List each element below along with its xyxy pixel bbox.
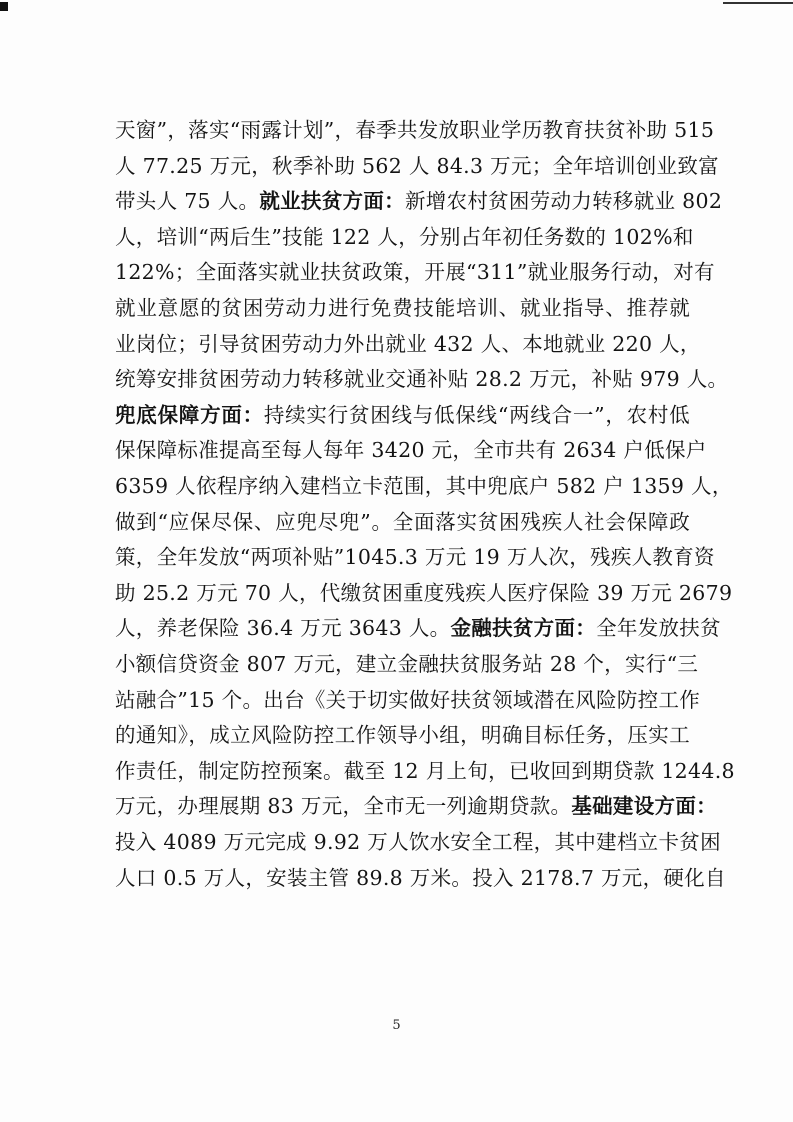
text-segment: 人，培训“两后生”技能 122 人，分别占年初任务数的 102%和: [115, 224, 694, 249]
text-line: [115, 542, 715, 572]
text-segment: 6359 人依程序纳入建档立卡范围，其中兜底户 582 户 1359 人，: [115, 474, 733, 498]
text-segment: 持续实行贫困线与低保线“两线合一”，农村低: [263, 402, 690, 427]
text-line: [115, 578, 733, 608]
text-line: [115, 329, 701, 359]
section-heading: 基础建设方面：: [571, 794, 717, 819]
text-line: [115, 471, 733, 501]
text-line: [115, 400, 690, 430]
text-segment: 人口 0.5 万人，安装主管 89.8 万米。投入 2178.7 万元，硬化自: [115, 865, 726, 890]
text-segment: 就业意愿的贫困劳动力进行免费技能培训、就业指导、推荐就: [115, 296, 690, 320]
text-line: [115, 293, 690, 323]
scan-corner-mark: [0, 2, 8, 11]
text-segment: 天窗”，落实“雨露计划”，春季共发放职业学历教育扶贫补助 515: [115, 118, 715, 142]
text-segment: 小额信贷资金 807 万元，建立金融扶贫服务站 28 个，实行“三: [115, 652, 699, 676]
text-segment: 的通知》，成立风险防控工作领导小组，明确目标任务，压实工: [115, 723, 690, 748]
text-segment: 投入 4089 万元完成 9.92 万人饮水安全工程，其中建档立卡贫困: [115, 830, 721, 854]
text-line: [115, 222, 694, 252]
text-line: [115, 507, 690, 537]
text-segment: 人，养老保险 36.4 万元 3643 人。: [115, 616, 451, 641]
text-segment: 站融合”15 个。出台《关于切实做好扶贫领域潜在风险防控工作: [115, 687, 701, 712]
text-line: [115, 151, 719, 181]
text-line: [115, 827, 721, 857]
text-segment: 业岗位；引导贫困劳动力外出就业 432 人、本地就业 220 人，: [115, 331, 701, 356]
text-segment: 策，全年发放“两项补贴”1045.3 万元 19 万人次，残疾人教育资: [115, 545, 715, 570]
section-heading: 金融扶贫方面：: [450, 616, 597, 641]
text-line: [115, 685, 701, 715]
text-segment: 带头人 75 人。: [115, 189, 260, 214]
text-line: [115, 613, 721, 643]
text-segment: 122%；全面落实就业扶贫政策，开展“311”就业服务行动，对有: [115, 260, 715, 285]
text-segment: 万元，办理展期 83 万元，全市无一列逾期贷款。: [115, 794, 572, 819]
text-segment: 人 77.25 万元，秋季补助 562 人 84.3 万元；全年培训创业致富: [115, 153, 719, 178]
text-line: [115, 791, 717, 821]
text-line: [115, 115, 715, 145]
text-line: [115, 863, 726, 893]
text-segment: 全年发放扶贫: [596, 616, 721, 641]
text-line: [115, 756, 735, 786]
text-line: [115, 257, 715, 287]
section-heading: 兜底保障方面：: [115, 402, 264, 427]
text-line: [115, 364, 729, 394]
text-line: [115, 649, 699, 679]
section-heading: 就业扶贫方面：: [259, 189, 405, 214]
text-line: [115, 186, 723, 216]
text-line: [115, 720, 690, 750]
page-number: 5: [392, 1018, 401, 1033]
text-line: [115, 435, 707, 465]
text-segment: 作责任，制定防控预案。截至 12 月上旬，已收回到期贷款 1244.8: [115, 758, 735, 783]
text-segment: 做到“应保尽保、应兜尽兜”。全面落实贫困残疾人社会保障政: [115, 509, 690, 534]
text-segment: 统筹安排贫困劳动力转移就业交通补贴 28.2 万元，补贴 979 人。: [115, 367, 729, 392]
scan-top-rule: [723, 2, 793, 4]
text-segment: 保保障标准提高至每人每年 3420 元，全市共有 2634 户低保户: [115, 438, 707, 463]
text-segment: 助 25.2 万元 70 人，代缴贫困重度残疾人医疗保险 39 万元 2679: [115, 580, 733, 605]
text-segment: 新增农村贫困劳动力转移就业 802: [404, 189, 723, 214]
